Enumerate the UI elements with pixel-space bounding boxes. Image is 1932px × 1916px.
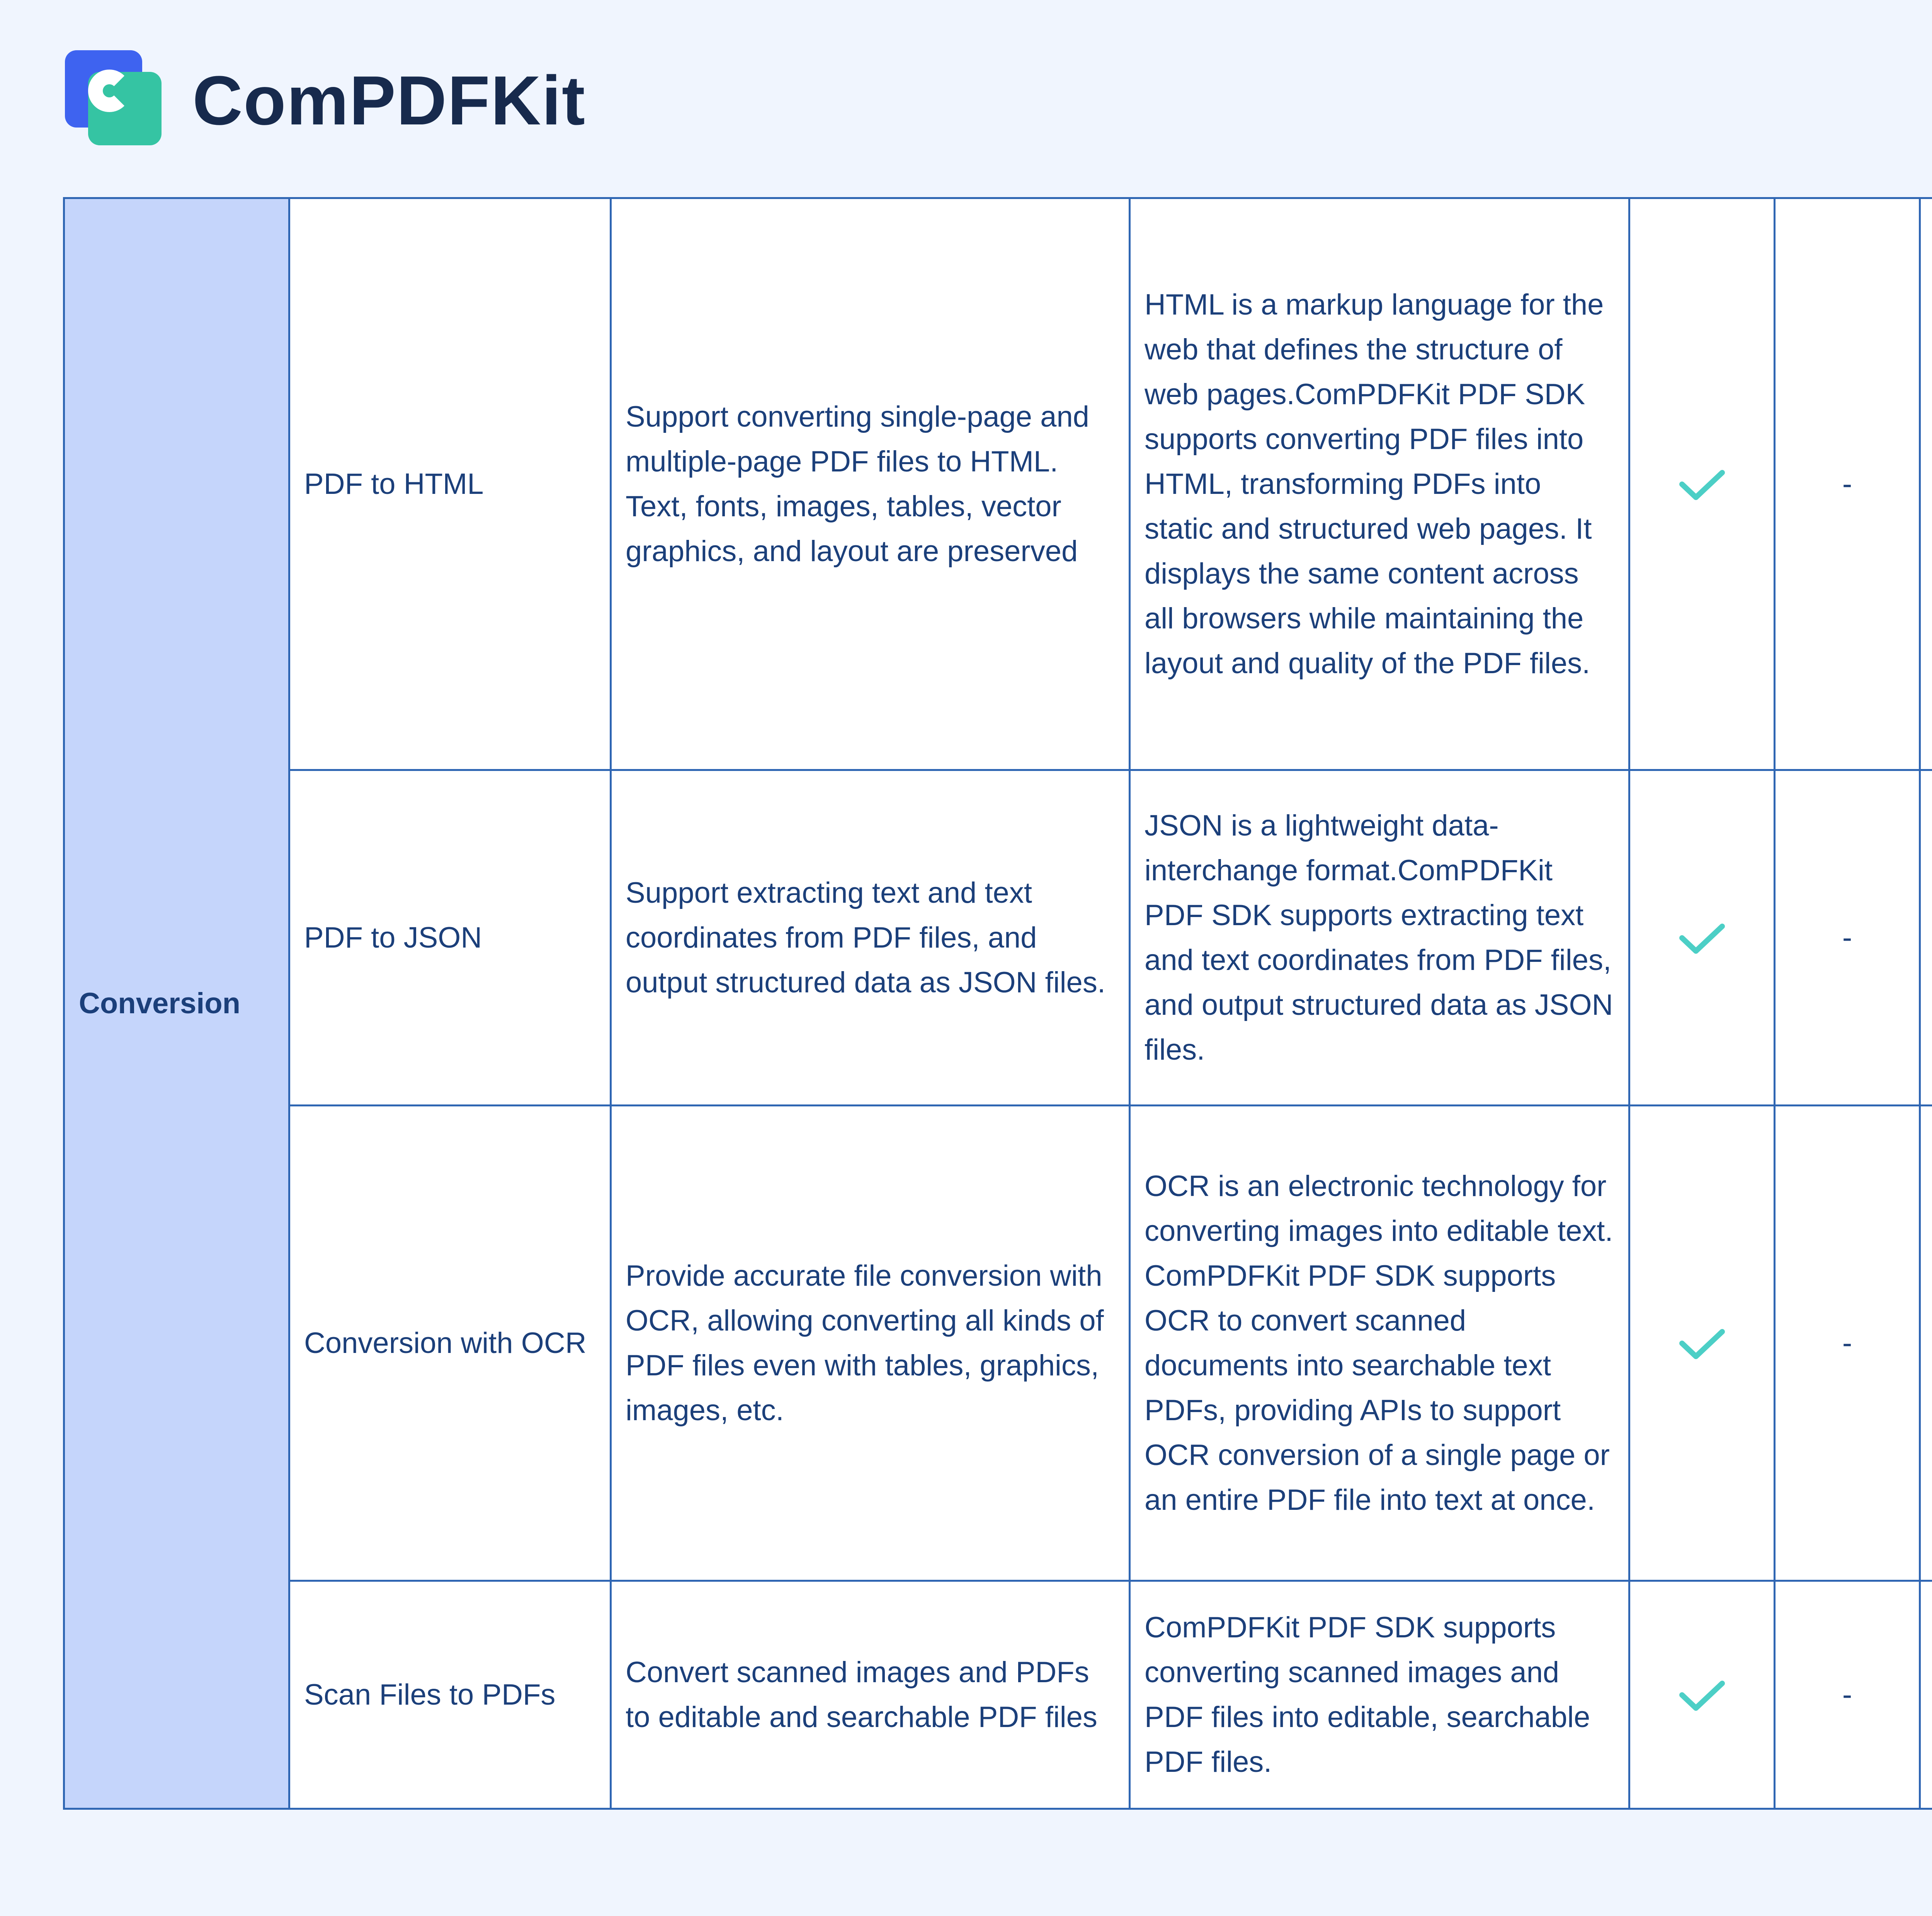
feature-name: PDF to HTML <box>289 198 611 770</box>
feature-summary: Convert scanned images and PDFs to editable and searchable PDF files <box>611 1581 1130 1809</box>
support-mark <box>1775 1106 1920 1581</box>
feature-description: OCR is an electronic technology for converting images into editable text. ComPDFKit PDF SDK supports OCR to convert scanned documents into searchable text PDFs, providing APIs to support OCR conversion of a single page or an entire PDF file into text at once. <box>1130 1106 1629 1581</box>
category-cell: Conversion <box>64 198 289 1809</box>
header <box>65 50 586 151</box>
dash-mark: - <box>1842 467 1852 500</box>
table-row <box>64 198 1932 770</box>
dash-mark: - <box>1842 1326 1852 1360</box>
feature-name: Conversion with OCR <box>289 1106 611 1581</box>
support-mark <box>1775 198 1920 770</box>
table-row <box>64 770 1932 1106</box>
feature-table <box>63 197 1932 1810</box>
support-mark <box>1775 770 1920 1106</box>
support-mark <box>1775 1581 1920 1809</box>
support-mark <box>1629 770 1775 1106</box>
support-mark <box>1629 1581 1775 1809</box>
feature-summary: Provide accurate file conversion with OCR, allowing converting all kinds of PDF files even with tables, graphics, images, etc. <box>611 1106 1130 1581</box>
check-icon <box>1679 923 1725 956</box>
support-mark <box>1629 1106 1775 1581</box>
feature-summary: Support extracting text and text coordinates from PDF files, and output structured data as JSON files. <box>611 770 1130 1106</box>
support-mark <box>1629 198 1775 770</box>
feature-description: JSON is a lightweight data-interchange format.ComPDFKit PDF SDK supports extracting text and text coordinates from PDF files, and output structured data as JSON files. <box>1130 770 1629 1106</box>
support-mark <box>1920 1106 1932 1581</box>
feature-summary: Support converting single-page and multiple-page PDF files to HTML. Text, fonts, images, tables, vector graphics, and layout are preserved <box>611 198 1130 770</box>
table-row <box>64 1106 1932 1581</box>
brand-name: ComPDFKit <box>192 61 586 140</box>
dash-mark: - <box>1842 921 1852 954</box>
check-icon <box>1679 470 1725 502</box>
feature-name: Scan Files to PDFs <box>289 1581 611 1809</box>
check-icon <box>1679 1680 1725 1713</box>
feature-description: ComPDFKit PDF SDK supports converting scanned images and PDF files into editable, searchable PDF files. <box>1130 1581 1629 1809</box>
feature-name: PDF to JSON <box>289 770 611 1106</box>
dash-mark: - <box>1842 1678 1852 1711</box>
support-mark <box>1920 1581 1932 1809</box>
feature-description: HTML is a markup language for the web that defines the structure of web pages.ComPDFKit PDF SDK supports converting PDF files into HTML, transforming PDFs into static and structured web pages. It displays the same content across all browsers while maintaining the layout and quality of the PDF files. <box>1130 198 1629 770</box>
table-row <box>64 1581 1932 1809</box>
support-mark <box>1920 198 1932 770</box>
compdfkit-logo-icon <box>65 50 165 151</box>
check-icon <box>1679 1329 1725 1361</box>
support-mark <box>1920 770 1932 1106</box>
